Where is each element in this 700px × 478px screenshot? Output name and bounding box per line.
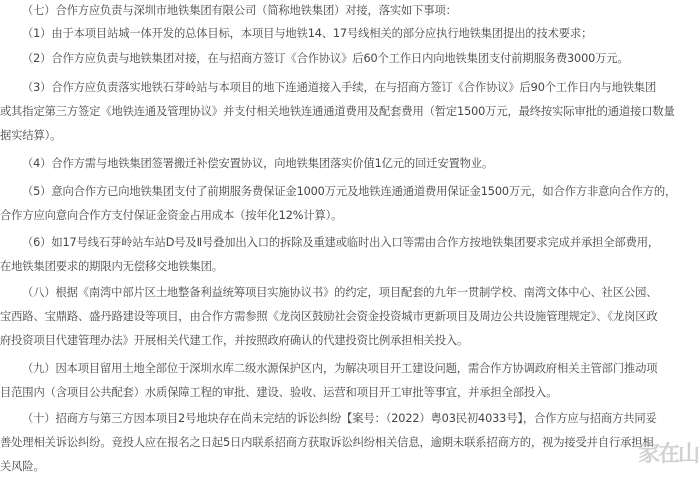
paragraph-7-2 <box>0 48 700 70</box>
paragraph-7-3 <box>0 77 700 147</box>
text-line: 目范围内（含项目公共配套）水质保障工程的审批、建设、验收、运营和项目开工审批等事宜，并承担全部投入。 <box>0 386 558 399</box>
text-line: 据实结算）。 <box>0 129 62 142</box>
site-watermark: 家在山 <box>637 442 698 467</box>
text-line: （6）如17号线石芽岭站车站D号及Ⅱ号叠加出入口的拆除及重建或临时出入口等需由合作方按地铁集团要求完成并承担全部费用， <box>22 236 660 249</box>
text-line: 或其指定第三方签定《地铁连通及管理协议》并支付相关地铁连通通道费用及配套费用（暂定1500万元，最终按实际审批的通道接口数量 <box>0 105 675 118</box>
text-line: （4）合作方需与地铁集团签署搬迁补偿安置协议，向地铁集团落实价值1亿元的回迁安置物业。 <box>22 157 494 170</box>
paragraph-10 <box>0 408 700 478</box>
text-line: 宝西路、宝鼎路、盛丹路建设等项目，由合作方需参照《龙岗区鼓励社会资金投资城市更新项目及周边公共设施管理规定》、《龙岗区政 <box>0 310 658 323</box>
paragraph-7 <box>0 0 700 22</box>
text-line: （八）根据《南湾中部片区土地整备利益统筹项目实施协议书》的约定，项目配套的九年一贯制学校、南湾文体中心、社区公园、 <box>22 286 658 299</box>
text-line: （3）合作方应负责落实地铁石芽岭站与本项目的地下连通道接入手续，在与招商方签订《合作协议》后90个工作日内与地铁集团 <box>22 81 657 94</box>
text-line: （七）合作方应负责与深圳市地铁集团有限公司（简称地铁集团）对接，落实如下事项： <box>22 4 457 17</box>
text-line: 关风险。 <box>0 460 45 473</box>
text-line: 在地铁集团要求的期限内无偿移交地铁集团。 <box>0 260 223 273</box>
paragraph-9 <box>0 358 700 404</box>
paragraph-7-4 <box>0 153 700 175</box>
text-line: （5）意向合作方已向地铁集团支付了前期服务费保证金1000万元及地铁连通通道费用保证金1500万元，如合作方非意向合作方的， <box>22 185 677 198</box>
text-line: （九）因本项目留用土地全部位于深圳水库二级水源保护区内，为解决项目开工建设问题，需合作方协调政府相关主管部门推动项 <box>22 362 658 375</box>
paragraph-8 <box>0 282 700 352</box>
text-line: （十）招商方与第三方因本项目2号地块存在尚未完结的诉讼纠纷【案号：（2022）粤03民初4033号】，合作方应与招商方共同妥 <box>22 412 657 425</box>
text-line: 府投资项目代建管理办法》开展相关代建工作，并按照政府确认的代建投资比例承担相关投入。 <box>0 334 469 347</box>
text-line: （1）由于本项目站城一体开发的总体目标，本项目与地铁14、17号线相关的部分应执行地铁集团提出的技术要求； <box>22 27 593 40</box>
text-line: （2）合作方应负责与地铁集团对接，在与招商方签订《合作协议》后60个工作日内向地铁集团支付前期服务费3000万元。 <box>22 52 629 65</box>
text-line: 合作方应向意向合作方支付保证金资金占用成本（按年化12%计算）。 <box>0 209 343 222</box>
text-line: 善处理相关诉讼纠纷。竞投人应在报名之日起5日内联系招商方获取诉讼纠纷相关信息，逾期未联系招商方的，视为接受并自行承担相 <box>0 436 654 449</box>
paragraph-7-1 <box>0 23 700 45</box>
paragraph-7-6 <box>0 232 700 278</box>
paragraph-7-5 <box>0 181 700 227</box>
